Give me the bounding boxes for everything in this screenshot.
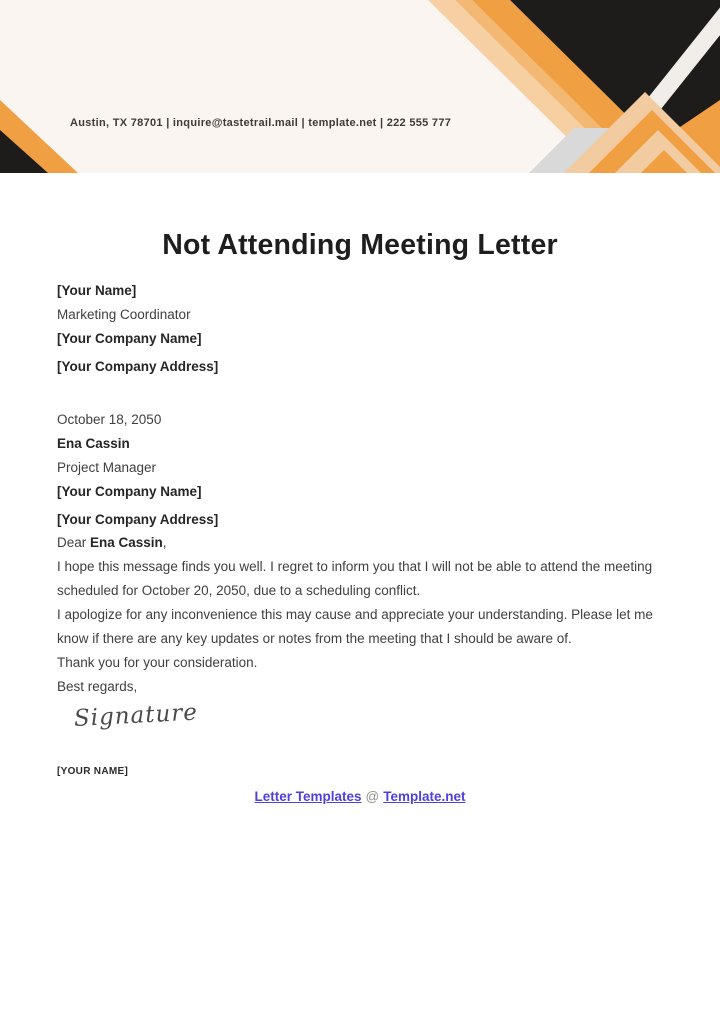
salutation-name: Ena Cassin xyxy=(90,535,163,550)
letterhead xyxy=(0,0,720,173)
salutation-prefix: Dear xyxy=(57,535,91,550)
contact-info: Austin, TX 78701 | inquire@tastetrail.mail | template.net | 222 555 777 xyxy=(70,117,452,129)
sender-company: [Your Company Name] xyxy=(57,331,202,346)
sender-address: [Your Company Address] xyxy=(57,359,219,374)
letter-title: Not Attending Meeting Letter xyxy=(162,229,558,261)
recipient-company: [Your Company Name] xyxy=(57,484,202,499)
closing-line: Best regards, xyxy=(57,679,138,694)
body-paragraph-3: Thank you for your consideration. xyxy=(57,655,258,670)
letter-date: October 18, 2050 xyxy=(57,412,162,427)
salutation xyxy=(57,531,663,555)
sender-role: Marketing Coordinator xyxy=(57,307,191,322)
body-paragraph-2: I apologize for any inconvenience this may cause and appreciate your understanding. Please let me know if there are any key updates or notes from the meeting that I should be aware of. xyxy=(57,607,653,646)
recipient-address: [Your Company Address] xyxy=(57,512,219,527)
signer-name: [YOUR NAME] xyxy=(57,766,129,777)
sender-block xyxy=(57,279,663,379)
signature-script: Signature xyxy=(73,699,199,732)
sender-name: [Your Name] xyxy=(57,283,137,298)
footer-separator: @ xyxy=(365,789,380,804)
template-net-link[interactable]: Template.net xyxy=(383,789,466,804)
letter-templates-link[interactable]: Letter Templates xyxy=(254,789,362,804)
salutation-suffix: , xyxy=(162,535,167,550)
letterhead-decoration xyxy=(0,0,720,173)
recipient-role: Project Manager xyxy=(57,460,157,475)
recipient-name: Ena Cassin xyxy=(57,436,130,451)
footer xyxy=(0,789,720,804)
body-paragraph-1: I hope this message finds you well. I regret to inform you that I will not be able to attend the meeting scheduled for October 20, 2050, due to a scheduling conflict. xyxy=(57,559,653,598)
recipient-block xyxy=(57,432,663,532)
